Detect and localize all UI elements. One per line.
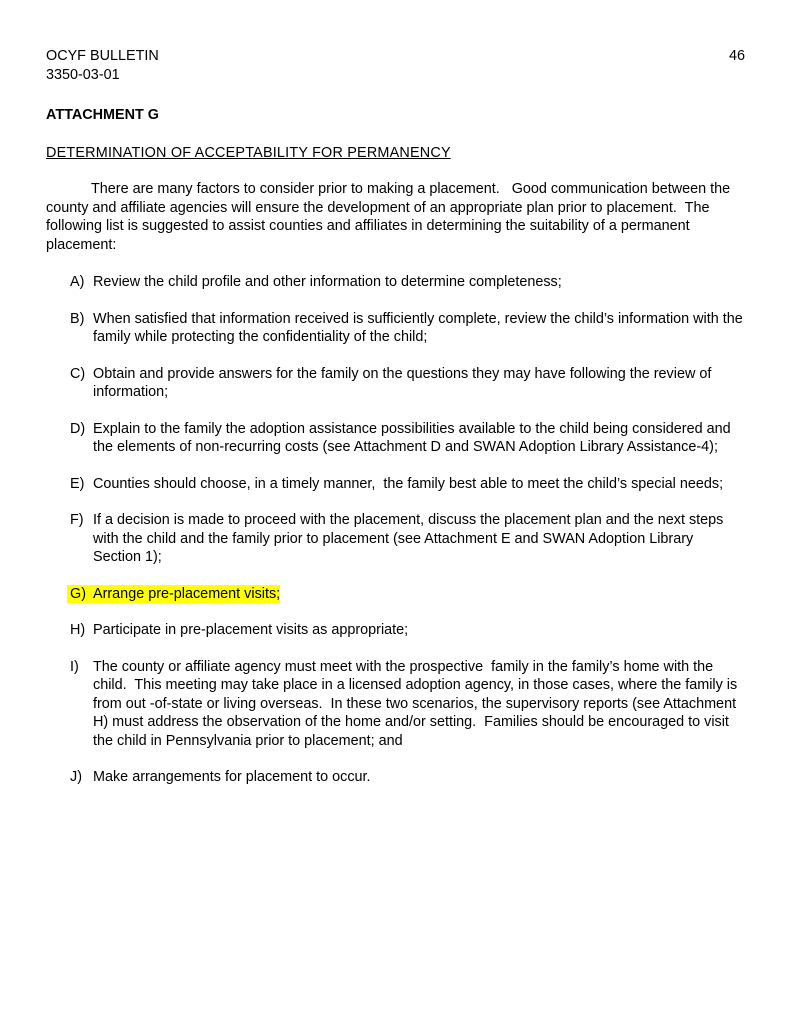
list-item-label: H) xyxy=(70,622,86,638)
list-item-c xyxy=(70,365,745,402)
list-item-label: G) xyxy=(67,585,93,604)
list-item-label: C) xyxy=(70,365,86,382)
list-item-j xyxy=(70,768,745,787)
list-item-h xyxy=(70,621,745,640)
bulletin-title: OCYF BULLETIN xyxy=(46,48,159,64)
document-header-left xyxy=(46,47,159,84)
list-item-b xyxy=(70,310,745,347)
list-item-text: Obtain and provide answers for the family on the questions they may have following the review of information; xyxy=(93,365,716,400)
document-header xyxy=(46,47,745,84)
section-heading: DETERMINATION OF ACCEPTABILITY FOR PERMANENCY xyxy=(46,144,451,161)
attachment-heading: ATTACHMENT G xyxy=(46,107,159,123)
list-item-text: Review the child profile and other information to determine completeness; xyxy=(93,274,562,290)
list-item-i xyxy=(70,658,745,751)
list-item-text: When satisfied that information received is sufficiently complete, review the child’s information with the family while protecting the confidentiality of the child; xyxy=(93,310,747,345)
list-item-label: I) xyxy=(70,658,79,675)
list-item-label: B) xyxy=(70,310,85,327)
placement-steps-list xyxy=(70,273,745,787)
list-item-text: Counties should choose, in a timely manner, the family best able to meet the child’s special needs; xyxy=(93,475,724,492)
list-item-f xyxy=(70,511,745,567)
list-item-text: Explain to the family the adoption assistance possibilities available to the child being considered and the elements of non-recurring costs (see Attachment D and SWAN Adoption Library Assistance-4); xyxy=(93,420,735,455)
list-item-label: A) xyxy=(70,274,85,290)
list-item-label: D) xyxy=(70,420,86,437)
intro-paragraph: There are many factors to consider prior to making a placement. Good communication between the county and affiliate agencies will ensure the development of an appropriate plan prior to placement. The following list is suggested to assist counties and affiliates in determining the suitability of a permanent placement: xyxy=(46,181,735,253)
list-item-g-highlighted xyxy=(70,585,745,604)
list-item-d xyxy=(70,420,745,457)
list-item-text: Arrange pre-placement visits; xyxy=(93,585,281,602)
bulletin-number: 3350-03-01 xyxy=(46,66,120,83)
list-item-text: Make arrangements for placement to occur. xyxy=(93,769,371,785)
list-item-label: E) xyxy=(70,475,85,492)
list-item-label: J) xyxy=(70,769,82,785)
list-item-text: Participate in pre-placement visits as appropriate; xyxy=(93,622,409,638)
list-item-e xyxy=(70,475,745,494)
list-item-label: F) xyxy=(70,512,84,528)
list-item-text: If a decision is made to proceed with the placement, discuss the placement plan and the next steps with the child and the family prior to placement (see Attachment E and SWAN Adoption Library Section 1); xyxy=(93,512,728,565)
list-item-text: The county or affiliate agency must meet with the prospective family in the family’s home with the child. This meeting may take place in a licensed adoption agency, in those cases, where the family is from out -of-state or living overseas. In these two scenarios, the supervisory reports (see Attachment H) must address the observation of the home and/or setting. Families should be encouraged to visit the child in Pennsylvania prior to placement; and xyxy=(93,658,742,749)
list-item-a xyxy=(70,273,745,292)
page-number: 46 xyxy=(728,48,745,64)
